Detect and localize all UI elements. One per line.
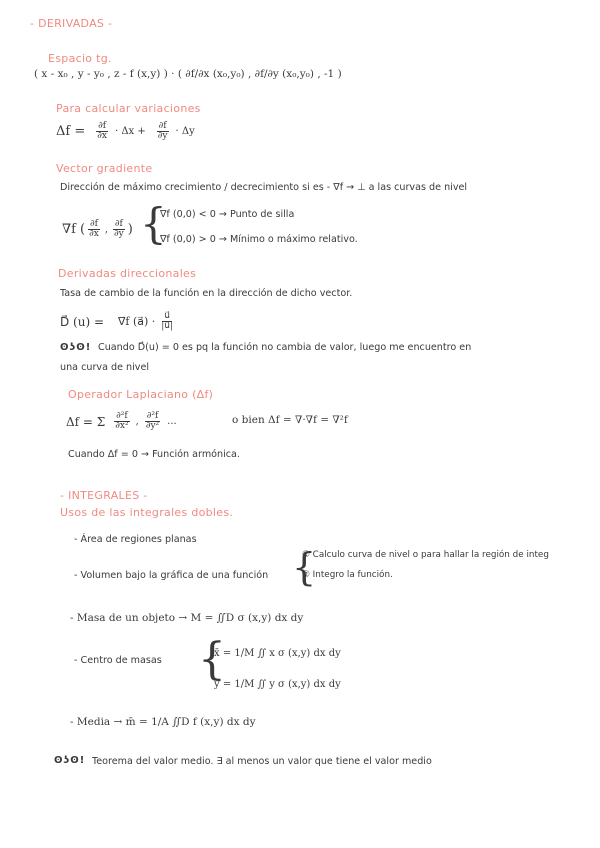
direccionales-eyes: ʘʖʘ!: [60, 342, 92, 353]
teorema-valor-medio: Teorema del valor medio. ∃ al menos un valor que tiene el valor medio: [92, 756, 432, 767]
gradiente-frac-x: [87, 220, 101, 239]
direccionales-note2: una curva de nivel: [60, 362, 150, 373]
volumen-step1: ① Calculo curva de nivel o para hallar la región de integ: [302, 550, 549, 560]
frac-den: |u⃗|: [161, 321, 174, 331]
laplaciano-dots: ...: [167, 415, 177, 427]
gradiente-frac-y: [112, 220, 126, 239]
variaciones-lhs: Δf =: [56, 124, 86, 139]
integrales-centro: - Centro de masas: [74, 655, 162, 666]
gradiente-case1: ∇f (0,0) < 0 → Punto de silla: [160, 209, 295, 220]
frac-den: ∂x: [89, 229, 99, 239]
integrales-media: - Media → m̄ = 1/A ∬D f (x,y) dx dy: [70, 716, 256, 728]
gradiente-close: ): [127, 222, 133, 237]
frac-num: ∂f: [89, 219, 98, 229]
frac-num: ∂f: [158, 121, 167, 131]
laplaciano-cuando: Cuando Δf = 0 → Función armónica.: [68, 449, 240, 460]
gradiente-nabla: ∇f (: [62, 222, 86, 237]
laplaciano-alt: o bien Δf = ∇·∇f = ∇²f: [232, 414, 348, 426]
variaciones-term2-rest: · Δy: [175, 125, 195, 137]
gradiente-vector: ∇f ( $\frac{\partial f}{\partial x}$ , $\frac{\partial f}{\partial y}$ ): [62, 219, 133, 239]
direccionales-formula: [60, 312, 177, 331]
vector-gradiente-heading: Vector gradiente: [56, 162, 153, 175]
laplaciano-formula: Δf = Σ $\frac{\text{∂²f}}{\text{∂x²}}$ , $\frac{\text{∂²f}}{\text{∂y²}}$ ...: [66, 411, 177, 431]
laplaciano-frac-x: [113, 412, 130, 431]
integrales-area: - Área de regiones planas: [74, 534, 197, 545]
direccionales-lhs: D⃗ (u) =: [60, 314, 105, 329]
derivadas-direccionales-heading: Derivadas direccionales: [58, 267, 197, 280]
frac-num: u⃗: [164, 311, 171, 321]
frac-den: ∂x: [97, 131, 107, 141]
integrales-masa: - Masa de un objeto → M = ∬D σ (x,y) dx dy: [70, 612, 304, 624]
laplaciano-frac-y: [144, 412, 161, 431]
frac-den: ∂y: [157, 131, 168, 141]
frac-num: ∂f: [98, 121, 107, 131]
laplaciano-heading: Operador Laplaciano (Δf): [68, 388, 214, 401]
centro-brace: {: [198, 634, 226, 685]
gradiente-brace: {: [140, 199, 167, 248]
variaciones-heading: Para calcular variaciones: [56, 102, 201, 115]
frac-num: ∂f: [114, 219, 123, 229]
volumen-brace: {: [292, 545, 317, 589]
espacio-tg-formula: ( x - x₀ , y - y₀ , z - f (x,y) ) · ( ∂f/∂x (x₀,y₀) , ∂f/∂y (x₀,y₀) , -1 ): [34, 68, 342, 80]
frac-den: ∂x²: [115, 421, 129, 431]
centro-x: x̄ = 1/M ∬ x σ (x,y) dx dy: [214, 648, 341, 659]
direccionales-frac: [159, 312, 175, 331]
volumen-step2: ② Integro la función.: [302, 570, 393, 580]
variaciones-formula: [56, 122, 195, 141]
espacio-tg-heading: Espacio tg.: [48, 52, 112, 65]
variaciones-term1-rest: · Δx +: [114, 125, 146, 137]
variaciones-frac-y: [156, 122, 170, 141]
frac-num: ∂²f: [146, 411, 159, 421]
integrales-heading: Usos de las integrales dobles.: [60, 506, 234, 519]
laplaciano-lhs: Δf = Σ: [66, 414, 106, 429]
frac-den: ∂y: [114, 229, 124, 239]
teorema-eyes: ʘʖʘ!: [54, 755, 86, 766]
integrales-title: - INTEGRALES -: [60, 489, 148, 502]
gradiente-line1: Dirección de máximo crecimiento / decrecimiento si es - ∇f → ⊥ a las curvas de nivel: [60, 182, 468, 193]
direccionales-note1: Cuando D⃗(u) = 0 es pq la función no cambia de valor, luego me encuentro en: [98, 342, 472, 353]
centro-y: ȳ = 1/M ∬ y σ (x,y) dx dy: [214, 679, 341, 690]
gradiente-case2: ∇f (0,0) > 0 → Mínimo o máximo relativo.: [160, 234, 358, 245]
derivadas-title: - DERIVADAS -: [30, 17, 113, 30]
direccionales-line1: Tasa de cambio de la función en la dirección de dicho vector.: [60, 288, 353, 299]
integrales-volumen: - Volumen bajo la gráfica de una función: [74, 570, 269, 581]
frac-den: ∂y²: [145, 421, 160, 431]
variaciones-frac-x: [95, 122, 109, 141]
frac-num: ∂²f: [116, 411, 128, 421]
direccionales-mid: ∇⃗f (a⃗) ·: [118, 315, 156, 328]
